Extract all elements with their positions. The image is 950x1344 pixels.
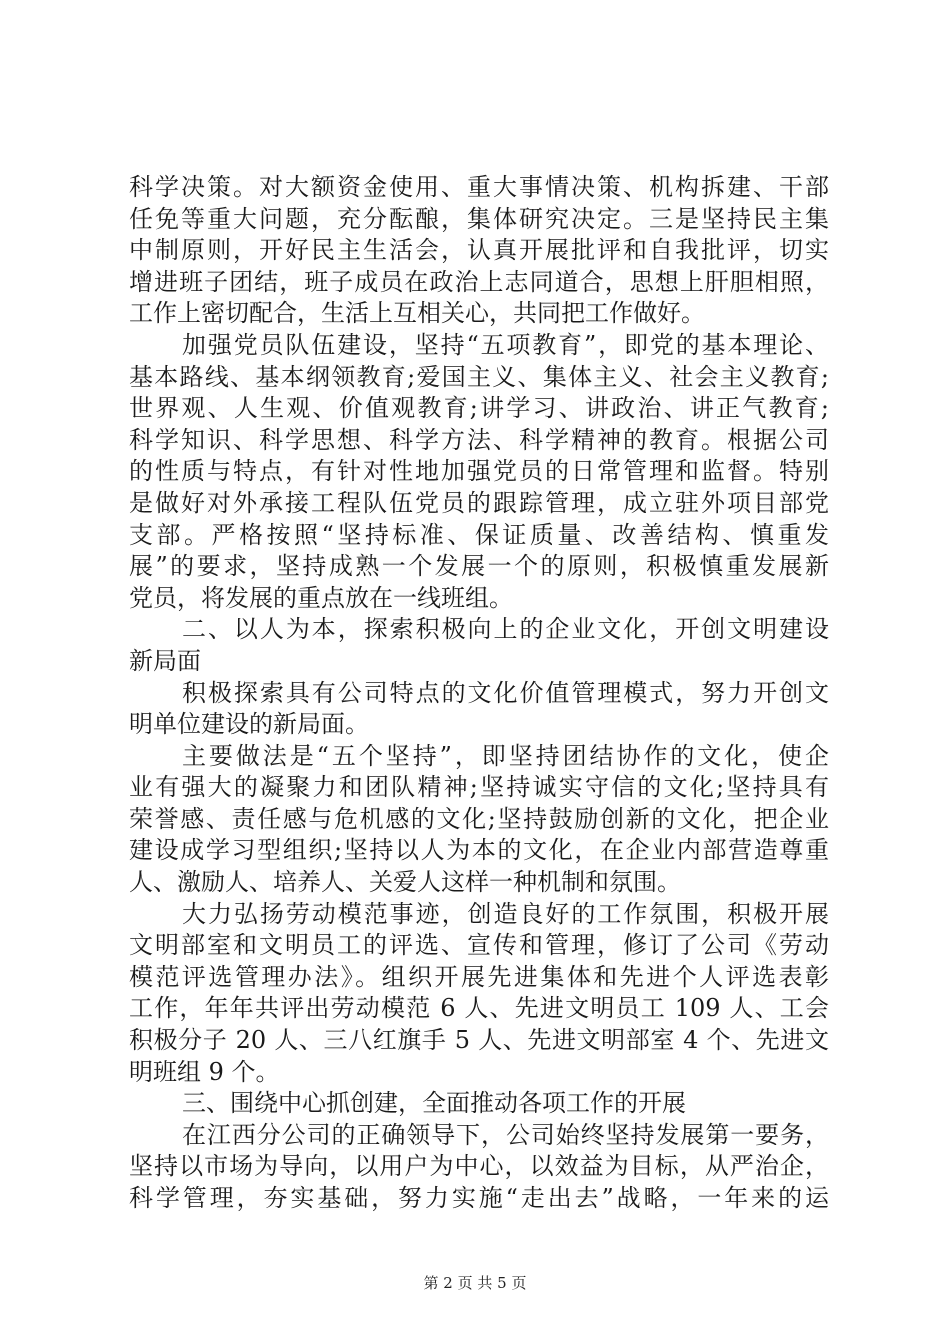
text-line: 科学决策。对大额资金使用、重大事情决策、机构拆建、干部 <box>129 173 829 201</box>
text-line: 人、激励人、培养人、关爱人这样一种机制和氛围。 <box>129 868 681 897</box>
section-heading-line: 新局面 <box>129 646 201 675</box>
section-heading-line: 二、以人为本，探索积极向上的企业文化，开创文明建设 <box>182 615 829 644</box>
text-line: 工作，年年共评出劳动模范 6 人、先进文明员工 109 人、工会 <box>129 994 829 1023</box>
text-line: 荣誉感、责任感与危机感的文化;坚持鼓励创新的文化，把企业 <box>129 804 829 833</box>
text-line: 在江西分公司的正确领导下，公司始终坚持发展第一要务， <box>182 1120 829 1149</box>
text-line: 积极分子 20 人、三八红旗手 5 人、先进文明部室 4 个、先进文 <box>129 1026 829 1055</box>
text-line: 增进班子团结，班子成员在政治上志同道合，思想上肝胆相照， <box>129 267 829 296</box>
text-line: 的性质与特点，有针对性地加强党员的日常管理和监督。特别 <box>129 457 829 486</box>
text-line: 支部。严格按照“坚持标准、保证质量、改善结构、慎重发 <box>129 520 829 549</box>
text-line: 模范评选管理办法》。组织开展先进集体和先进个人评选表彰 <box>129 962 829 991</box>
section-heading-line: 三、围绕中心抓创建，全面推动各项工作的开展 <box>182 1089 686 1118</box>
text-line: 建设成学习型组织;坚持以人为本的文化，在企业内部营造尊重 <box>129 836 829 865</box>
text-line: 工作上密切配合，生活上互相关心，共同把工作做好。 <box>129 299 705 328</box>
body-text <box>129 172 829 1215</box>
text-line: 大力弘扬劳动模范事迹，创造良好的工作氛围，积极开展 <box>182 899 829 928</box>
text-line: 积极探索具有公司特点的文化价值管理模式，努力开创文 <box>182 678 829 707</box>
text-line: 文明部室和文明员工的评选、宣传和管理，修订了公司《劳动 <box>129 931 829 960</box>
text-line: 科学管理，夯实基础，努力实施“走出去”战略，一年来的运 <box>129 1184 829 1212</box>
text-line: 主要做法是“五个坚持”，即坚持团结协作的文化，使企 <box>182 741 829 770</box>
text-line: 基本路线、基本纲领教育;爱国主义、集体主义、社会主义教育; <box>129 362 829 391</box>
text-line: 明班组 9 个。 <box>129 1057 280 1086</box>
text-line: 党员，将发展的重点放在一线班组。 <box>129 583 513 612</box>
text-line: 加强党员队伍建设，坚持“五项教育”，即党的基本理论、 <box>182 330 829 359</box>
text-line: 坚持以市场为导向，以用户为中心，以效益为目标，从严治企， <box>129 1152 829 1181</box>
text-line: 科学知识、科学思想、科学方法、科学精神的教育。根据公司 <box>129 425 829 454</box>
text-line: 业有强大的凝聚力和团队精神;坚持诚实守信的文化;坚持具有 <box>129 773 829 802</box>
text-line: 是做好对外承接工程队伍党员的跟踪管理，成立驻外项目部党 <box>129 488 829 517</box>
text-line: 明单位建设的新局面。 <box>129 710 369 739</box>
text-line: 任免等重大问题，充分酝酿，集体研究决定。三是坚持民主集 <box>129 204 829 233</box>
text-line: 展”的要求，坚持成熟一个发展一个的原则，积极慎重发展新 <box>129 552 829 581</box>
text-line: 中制原则，开好民主生活会，认真开展批评和自我批评，切实 <box>129 236 829 265</box>
text-line: 世界观、人生观、价值观教育;讲学习、讲政治、讲正气教育; <box>129 394 829 423</box>
page-number-footer: 第 2 页 共 5 页 <box>423 1274 527 1292</box>
